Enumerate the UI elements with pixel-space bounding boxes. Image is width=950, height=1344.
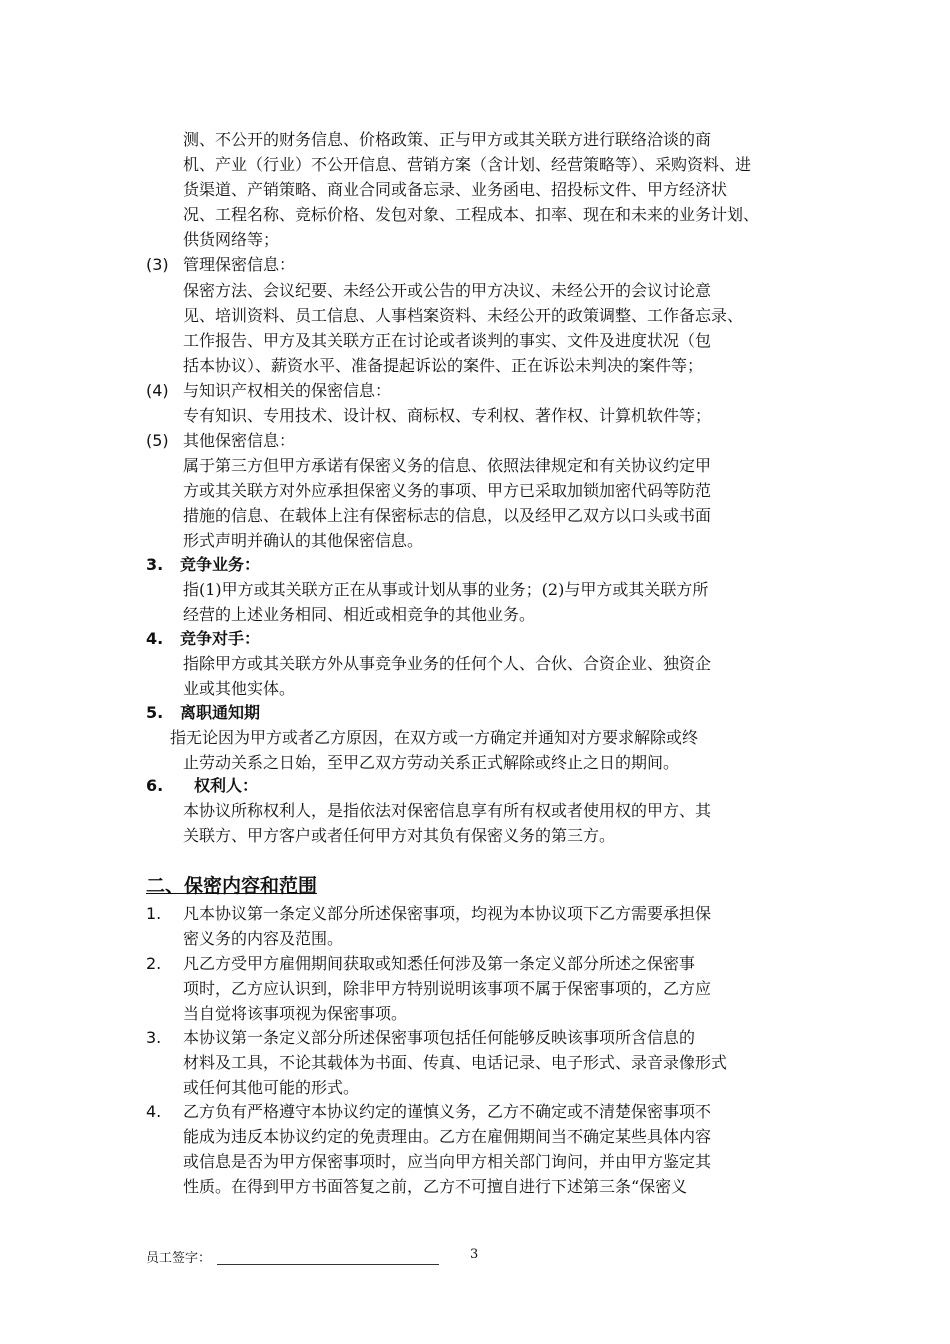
paragraph-line: 或信息是否为甲方保密事项时，应当向甲方相关部门询问，并由甲方鉴定其 xyxy=(183,1152,712,1171)
paragraph-line: 凡本协议第一条定义部分所述保密事项，均视为本协议项下乙方需要承担保 xyxy=(183,904,712,923)
paragraph-line: 机、产业（行业）不公开信息、营销方案（含计划、经营策略等）、采购资料、进 xyxy=(183,155,752,174)
section-heading: 二、保密内容和范围 xyxy=(146,875,318,897)
paragraph-line: 本协议第一条定义部分所述保密事项包括任何能够反映该事项所含信息的 xyxy=(183,1028,696,1047)
paragraph-line: 专有知识、专用技术、设计权、商标权、专利权、著作权、计算机软件等； xyxy=(183,406,712,425)
signature-label: 员工签字： xyxy=(146,1251,212,1266)
paragraph-line: 凡乙方受甲方雇佣期间获取或知悉任何涉及第一条定义部分所述之保密事 xyxy=(183,954,696,973)
paragraph-line: 方或其关联方对外应承担保密义务的事项、甲方已采取加锁加密代码等防范 xyxy=(183,481,712,500)
definition-number: 6. xyxy=(146,776,164,795)
paragraph-line: 性质。在得到甲方书面答复之前，乙方不可擅自进行下述第三条“保密义 xyxy=(183,1177,688,1196)
definition-number: 3. xyxy=(146,555,164,574)
paragraph-line: 括本协议）、薪资水平、准备提起诉讼的案件、正在诉讼未判决的案件等； xyxy=(183,356,704,375)
paragraph-line: 测、不公开的财务信息、价格政策、正与甲方或其关联方进行联络洽谈的商 xyxy=(183,130,712,149)
page-number: 3 xyxy=(470,1247,479,1262)
paragraph-line: 密义务的内容及范围。 xyxy=(183,929,344,948)
paragraph-line: 业或其他实体。 xyxy=(183,679,296,698)
paragraph-line: 保密方法、会议纪要、未经公开或公告的甲方决议、未经公开的会议讨论意 xyxy=(183,281,712,300)
definition-title: 竞争业务： xyxy=(180,555,261,574)
paragraph-line: 乙方负有严格遵守本协议约定的谨慎义务，乙方不确定或不清楚保密事项不 xyxy=(183,1102,712,1121)
item-number: 2. xyxy=(146,954,162,973)
paragraph-line: 材料及工具，不论其载体为书面、传真、电话记录、电子形式、录音录像形式 xyxy=(183,1053,728,1072)
paragraph-line: 属于第三方但甲方承诺有保密义务的信息、依照法律规定和有关协议约定甲 xyxy=(183,456,712,475)
paragraph-line: 见、培训资料、员工信息、人事档案资料、未经公开的政策调整、工作备忘录、 xyxy=(183,306,744,325)
item-title: 其他保密信息： xyxy=(183,431,296,450)
paragraph-line: 能成为违反本协议约定的免责理由。乙方在雇佣期间当不确定某些具体内容 xyxy=(183,1127,712,1146)
paragraph-line: 当自觉将该事项视为保密事项。 xyxy=(183,1004,408,1023)
paragraph-line: 经营的上述业务相同、相近或相竞争的其他业务。 xyxy=(183,605,536,624)
item-number: 3. xyxy=(146,1028,162,1047)
signature-line[interactable] xyxy=(217,1264,439,1265)
paragraph-line: 或任何其他可能的形式。 xyxy=(183,1078,360,1097)
paragraph-line: 指除甲方或其关联方外从事竞争业务的任何个人、合伙、合资企业、独资企 xyxy=(183,654,712,673)
paragraph-line: 供货网络等； xyxy=(183,230,280,249)
definition-title: 权利人： xyxy=(194,776,259,795)
paragraph-line: 况、工程名称、竞标价格、发包对象、工程成本、扣率、现在和未来的业务计划、 xyxy=(183,205,760,224)
item-title: 与知识产权相关的保密信息： xyxy=(183,381,392,400)
item-number: 4. xyxy=(146,1102,162,1121)
definition-number: 5. xyxy=(146,703,164,722)
paragraph-line: 措施的信息、在载体上注有保密标志的信息，以及经甲乙双方以口头或书面 xyxy=(183,506,712,525)
item-number: (3) xyxy=(146,255,169,274)
paragraph-line: 指无论因为甲方或者乙方原因，在双方或一方确定并通知对方要求解除或终 xyxy=(170,728,699,747)
paragraph-line: 关联方、甲方客户或者任何甲方对其负有保密义务的第三方。 xyxy=(183,826,616,845)
definition-number: 4. xyxy=(146,629,164,648)
item-number: 1. xyxy=(146,904,162,923)
paragraph-line: 货渠道、产销策略、商业合同或备忘录、业务函电、招投标文件、甲方经济状 xyxy=(183,180,728,199)
item-title: 管理保密信息： xyxy=(183,255,296,274)
paragraph-line: 本协议所称权利人，是指依法对保密信息享有所有权或者使用权的甲方、其 xyxy=(183,801,712,820)
definition-title: 竞争对手： xyxy=(180,629,261,648)
definition-title: 离职通知期 xyxy=(180,703,261,722)
item-number: (5) xyxy=(146,431,169,450)
paragraph-line: 止劳动关系之日始，至甲乙双方劳动关系正式解除或终止之日的期间。 xyxy=(183,753,680,772)
paragraph-line: 工作报告、甲方及其关联方正在讨论或者谈判的事实、文件及进度状况（包 xyxy=(183,331,712,350)
paragraph-line: 形式声明并确认的其他保密信息。 xyxy=(183,531,424,550)
item-number: (4) xyxy=(146,381,169,400)
paragraph-line: 项时，乙方应认识到，除非甲方特别说明该事项不属于保密事项的，乙方应 xyxy=(183,979,712,998)
paragraph-line: 指(1)甲方或其关联方正在从事或计划从事的业务；(2)与甲方或其关联方所 xyxy=(183,580,709,599)
